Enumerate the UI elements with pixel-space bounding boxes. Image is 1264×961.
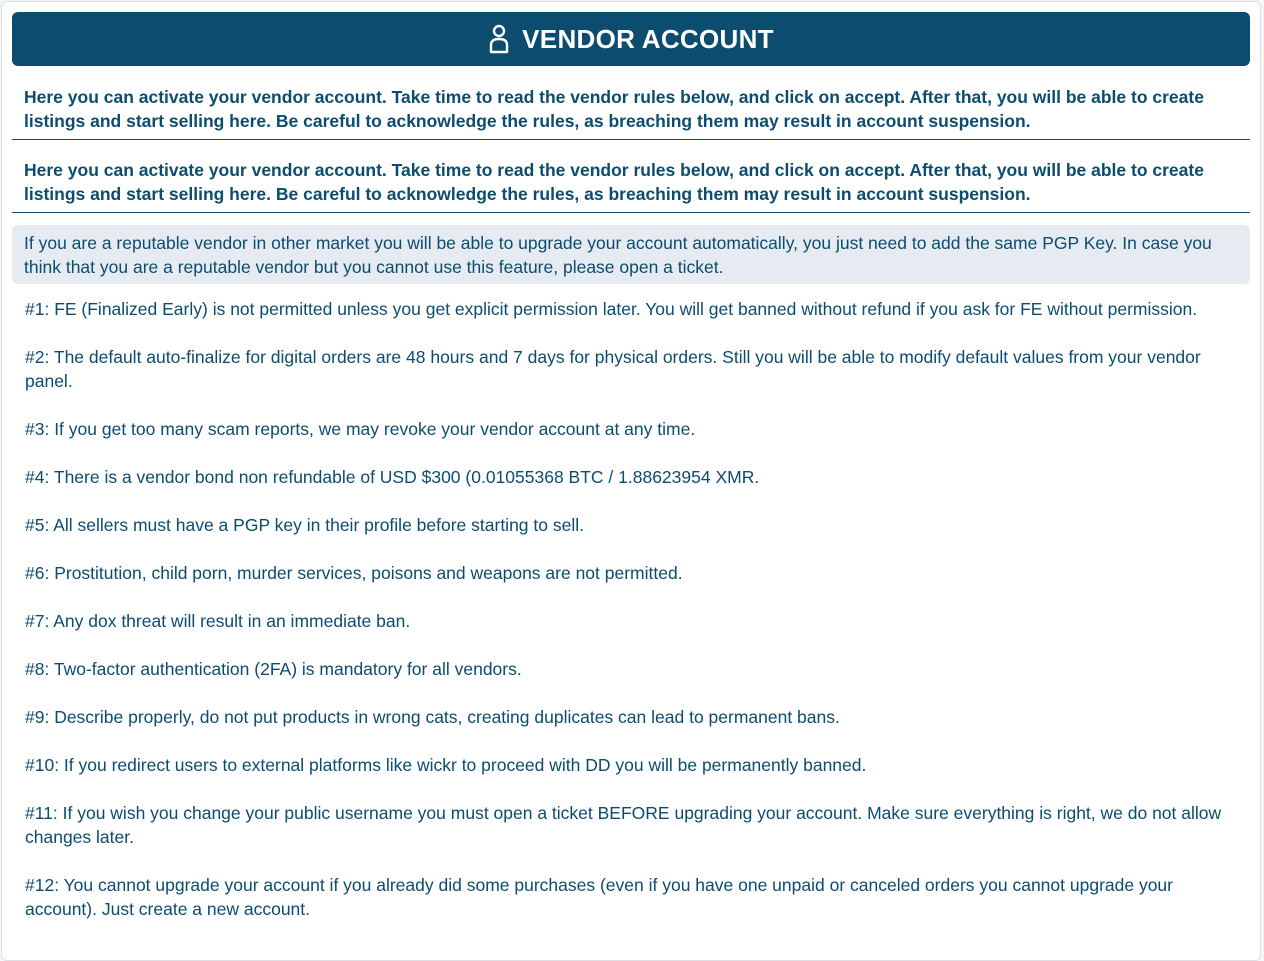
- intro-text: Here you can activate your vendor account. Take time to read the vendor rules below, and click on accept. After that, you will be able to create listings and start selling here. Be careful to acknowledge the rules, as breaching them may result in account suspension.: [12, 85, 1250, 140]
- page-title: VENDOR ACCOUNT: [522, 23, 774, 54]
- rule-item: #6: Prostitution, child porn, murder services, poisons and weapons are not permitted.: [25, 563, 683, 583]
- rule-item: #3: If you get too many scam reports, we may revoke your vendor account at any time.: [25, 419, 696, 439]
- vendor-account-header: [12, 12, 1250, 66]
- rule-item: #12: You cannot upgrade your account if you already did some purchases (even if you have one unpaid or canceled orders you cannot upgrade your account). Just create a new account.: [25, 875, 1173, 919]
- rule-item: #11: If you wish you change your public username you must open a ticket BEFORE upgrading your account. Make sure everything is right, we do not allow changes later.: [25, 803, 1222, 847]
- vendor-rules-list: [25, 297, 1241, 945]
- rule-item: #2: The default auto-finalize for digital orders are 48 hours and 7 days for physical orders. Still you will be able to modify default values from your vendor panel.: [25, 347, 1201, 391]
- rule-item: #5: All sellers must have a PGP key in their profile before starting to sell.: [25, 515, 584, 535]
- rule-item: #4: There is a vendor bond non refundable of USD $300 (0.01055368 BTC / 1.88623954 XMR.: [25, 467, 760, 487]
- rule-item: #7: Any dox threat will result in an immediate ban.: [25, 611, 411, 631]
- intro-text: Here you can activate your vendor account. Take time to read the vendor rules below, and click on accept. After that, you will be able to create listings and start selling here. Be careful to acknowledge the rules, as breaching them may result in account suspension.: [12, 158, 1250, 213]
- user-icon: [488, 24, 510, 54]
- rule-item: #8: Two-factor authentication (2FA) is mandatory for all vendors.: [25, 659, 522, 679]
- rule-item: #10: If you redirect users to external platforms like wickr to proceed with DD you will be permanently banned.: [25, 755, 867, 775]
- rule-item: #1: FE (Finalized Early) is not permitted unless you get explicit permission later. You will get banned without refund if you ask for FE without permission.: [25, 299, 1198, 319]
- rule-item: #9: Describe properly, do not put products in wrong cats, creating duplicates can lead to permanent bans.: [25, 707, 840, 727]
- reputable-vendor-notice: If you are a reputable vendor in other market you will be able to upgrade your account automatically, you just need to add the same PGP Key. In case you think that you are a reputable vendor but you cannot use this feature, please open a ticket.: [12, 225, 1250, 284]
